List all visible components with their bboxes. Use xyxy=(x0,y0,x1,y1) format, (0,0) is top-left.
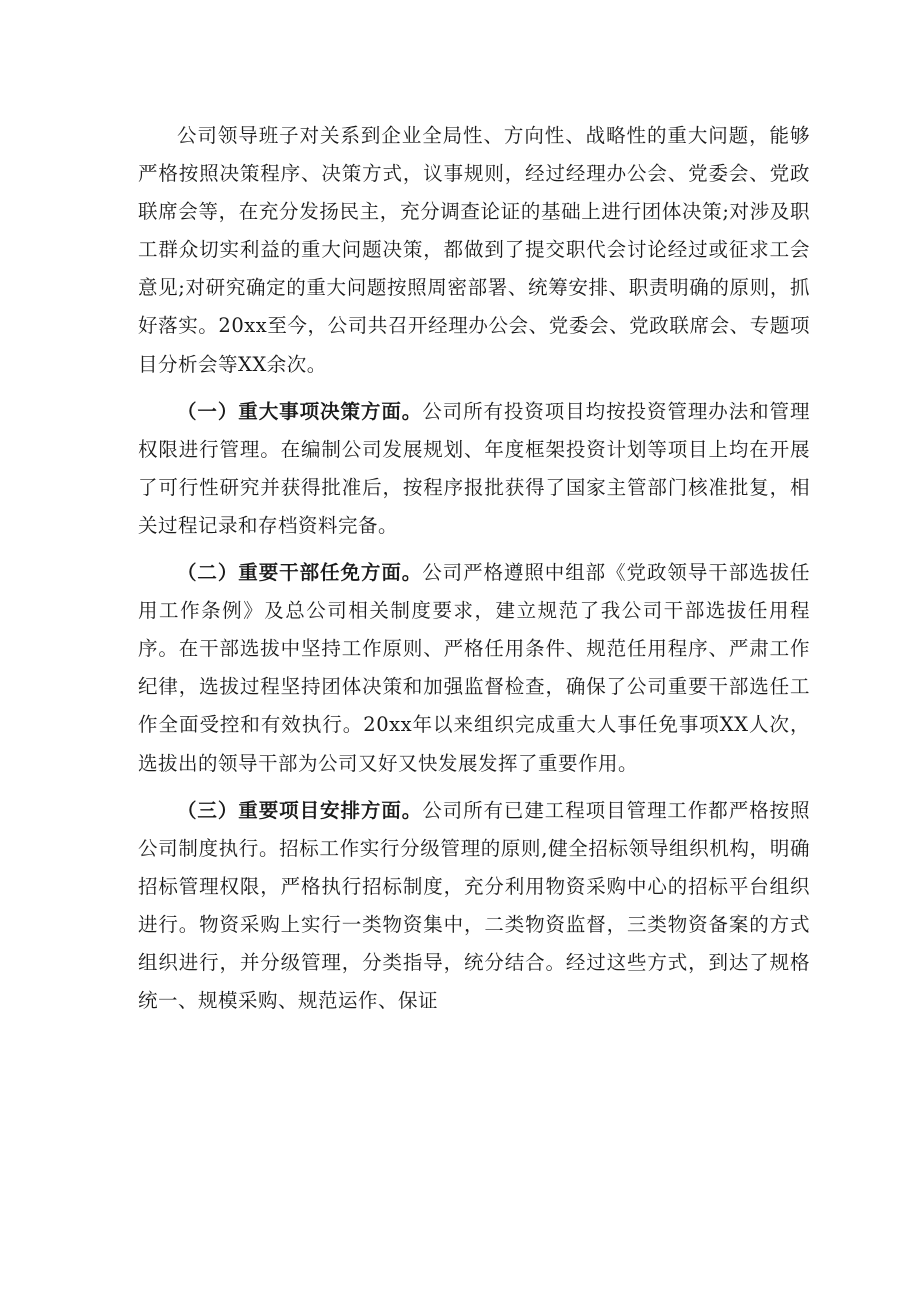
document-body xyxy=(138,117,810,1020)
paragraph-heading: （一）重大事项决策方面。 xyxy=(177,399,423,423)
paragraph-project-arrangements xyxy=(138,792,810,1021)
paragraph-text: 公司所有已建工程项目管理工作都严格按照公司制度执行。招标工作实行分级管理的原则,健全招标领导组织机构，明确招标管理权限，严格执行招标制度，充分利用物资采购中心的招标平台组织进行。物资采购上实行一类物资集中，二类物资监督，三类物资备案的方式组织进行，并分级管理，分类指导，统分结合。经过这些方式，到达了规格统一、规模采购、规范运作、保证 xyxy=(138,798,810,1013)
paragraph-major-decisions xyxy=(138,393,810,545)
paragraph-text: 公司领导班子对关系到企业全局性、方向性、战略性的重大问题，能够严格按照决策程序、决策方式，议事规则，经过经理办公会、党委会、党政联席会等，在充分发扬民主，充分调查论证的基础上进行团体决策;对涉及职工群众切实利益的重大问题决策，都做到了提交职代会讨论经过或征求工会意见;对研究确定的重大问题按照周密部署、统筹安排、职责明确的原则，抓好落实。20xx至今，公司共召开经理办公会、党委会、党政联席会、专题项目分析会等XX余次。 xyxy=(138,124,810,376)
paragraph-text: 公司严格遵照中组部《党政领导干部选拔任用工作条例》及总公司相关制度要求，建立规范了我公司干部选拔任用程序。在干部选拔中坚持工作原则、严格任用条件、规范任用程序、严肃工作纪律，选拔过程坚持团体决策和加强监督检查，确保了公司重要干部选任工作全面受控和有效执行。20xx年以来组织完成重大人事任免事项XX人次，选拔出的领导干部为公司又好又快发展发挥了重要作用。 xyxy=(138,561,810,775)
paragraph-intro xyxy=(138,117,810,384)
paragraph-heading: （三）重要项目安排方面。 xyxy=(177,798,423,822)
paragraph-cadre-appointments xyxy=(138,554,810,783)
paragraph-heading: （二）重要干部任免方面。 xyxy=(177,561,423,585)
paragraph-text: 公司所有投资项目均按投资管理办法和管理权限进行管理。在编制公司发展规划、年度框架投资计划等项目上均在开展了可行性研究并获得批准后，按程序报批获得了国家主管部门核准批复，相关过程记录和存档资料完备。 xyxy=(138,399,810,537)
